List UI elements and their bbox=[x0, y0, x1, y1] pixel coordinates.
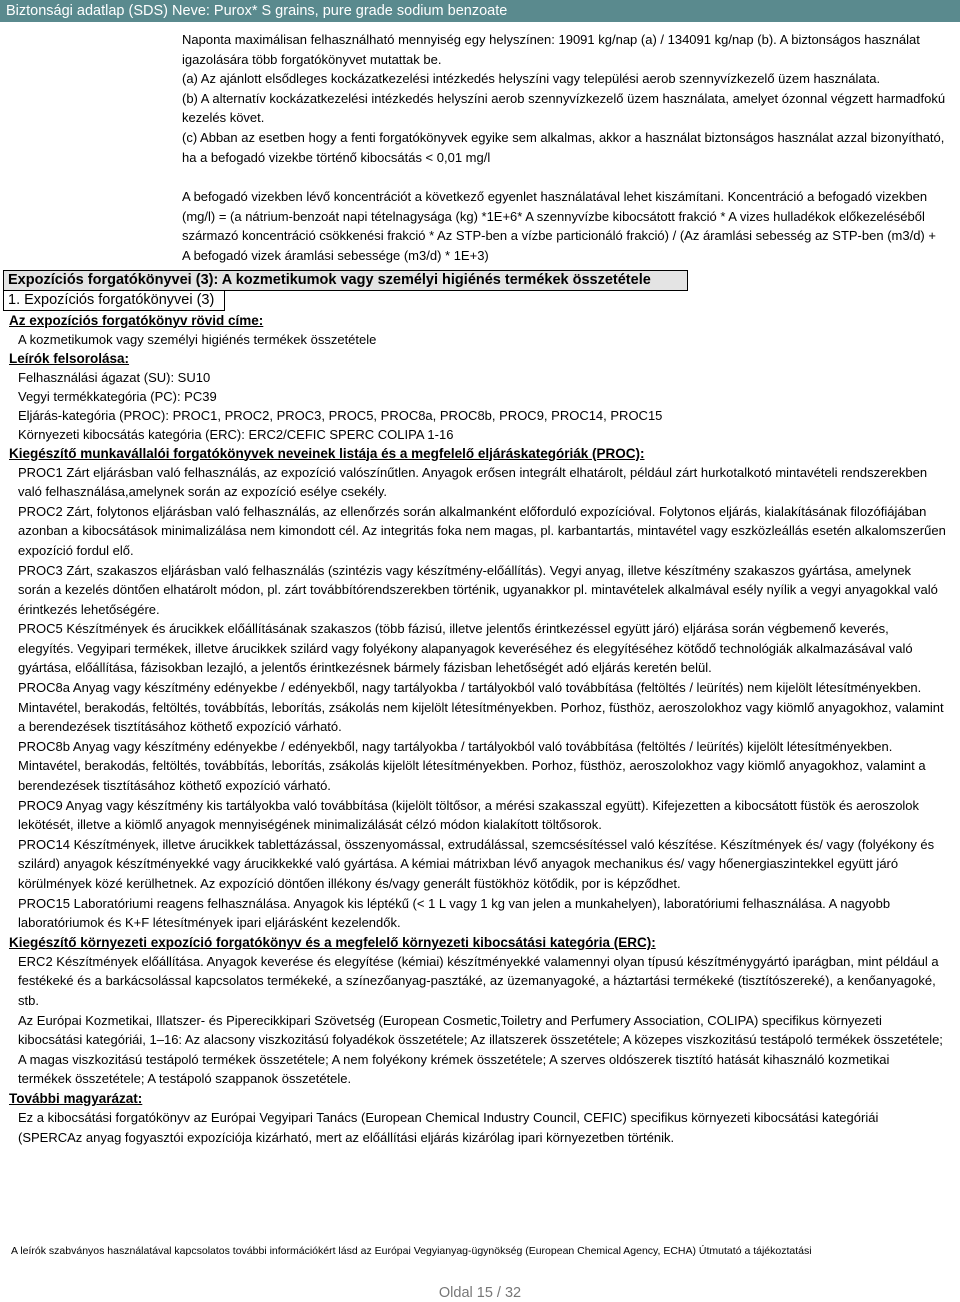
section-subtitle: 1. Expozíciós forgatókönyvei (3) bbox=[3, 291, 225, 311]
intro-block bbox=[182, 30, 946, 266]
proc-item: PROC5 Készítmények és árucikkek előállításának szakaszos (több fázisú, illetve jelentős érintkezéssel együtt járó) eljárása során végbemenő keverés, elegyítés. Vegyipari termékek, illetve árucikkek szilárd vagy folyékony alapanyagok keveréséhez és elegyítéséhez kötődő technológiák alkalmazásával való gyártása, előállítása, fázisokban lezajló, a jelentős érintkezésnek bármely fázisban lehetőségét adó eljárás keretén belül. bbox=[18, 621, 913, 676]
worker-scenarios-label: Kiegészítő munkavállalói forgatókönyvek neveinek listája és a megfelelő eljáráskategóriák (PROC): bbox=[9, 445, 645, 461]
erc-item: Az Európai Kozmetikai, Illatszer- és Piperecikkipari Szövetség (European Cosmetic,Toiletry and Perfumery Association, COLIPA) specifikus környezeti kibocsátási kategóriái, 1–16: Az alacsony viszkozitású folyadékok összetétele; Az illatszerek összetétele; A közepes viszkozitású testápoló termékek összetétele; A magas viszkozitású testápoló termékek összetétele; A nem folyékony krémek összetétele; A szerves oldószerek tisztító hatását kihasználó kozmetikai termékek összetétele; A testápoló szappanok összetétele. bbox=[18, 1012, 943, 1087]
descriptor-item: Vegyi termékkategória (PC): PC39 bbox=[18, 388, 217, 404]
proc-item: PROC8a Anyag vagy készítmény edényekbe / edényekből, nagy tartályokba / tartályokból való továbbítása (feltöltés / leürítés) nem kijelölt létesítményekben. Mintavétel, berakodás, feltöltés, továbbítás, leborítás, zsákolás nem kijelölt létesítményekben. Porhoz, füsthöz, aeroszolokhoz vagy kiömlő anyagokhoz, valamint a berendezések tisztításához köthető expozíció várható. bbox=[18, 680, 944, 735]
footnote: A leírók szabványos használatával kapcsolatos további információkért lásd az Európai Vegyianyag-ügynökség (European Chemical Agency, ECHA) Útmutató a tájékoztatási bbox=[11, 1245, 812, 1257]
further-explanation-label: További magyarázat: bbox=[9, 1090, 143, 1106]
intro-paragraph: (a) Az ajánlott elsődleges kockázatkezelési intézkedés helyszíni vagy települési aerob szennyvízkezelő üzem használata. bbox=[182, 71, 881, 87]
concentration-paragraph: A befogadó vizekben lévő koncentrációt a következő egyenlet használatával lehet kiszámítani. Koncentráció a befogadó vizekben (mg/l) = (a nátrium-benzoát napi tételnagysága (kg) *1E+6* A szennyvízbe kibocsátott frakció * A vizes hulladékok előkezeléséből származó koncentráció csökkenési frakció * Az STP-ben a vízbe particionáló frakció) / (Az áramlási sebesség az STP-ben (m3/d) + A befogadó vizek áramlási sebessége (m3/d) * 1E+3) bbox=[182, 189, 936, 263]
intro-paragraph: Naponta maximálisan felhasználható mennyiség egy helyszínen: 19091 kg/nap (a) / 134091 kg/nap (b). A biztonságos használat igazolására több forgatókönyvet mutattak be. bbox=[182, 32, 920, 67]
erc-item: ERC2 Készítmények előállítása. Anyagok keverése és elegyítése (kémiai) készítményekké valamennyi olyan típusú készítménygyártó iparágban, mint például a festékeké és a barkácsolással kapcsolatos termékeké, a színezőanyag-pasztáké, az üzemanyagoké, a háztartási termékeké (tisztítószereké), a kenőanyagoké, stb. bbox=[18, 953, 939, 1008]
proc-item: PROC3 Zárt, szakaszos eljárásban való felhasználás (szintézis vagy készítmény-előállítás). Vegyi anyag, illetve készítmény szakaszos gyártása, amelynek során a kezelés döntően elhatárolt módon, pl. zárt továbbítórendszerekben történik, ugyanakkor pl. mintavételek alkalmával esély nyílik a vegyi anyagokkal való érintkezés lehetőségére. bbox=[18, 562, 938, 617]
short-title-label: Az expozíciós forgatókönyv rövid címe: bbox=[9, 312, 264, 328]
env-scenarios-label: Kiegészítő környezeti expozíció forgatókönyv és a megfelelő környezeti kibocsátási kategória (ERC): bbox=[9, 934, 656, 950]
further-explanation-text bbox=[18, 1108, 946, 1147]
further-paragraph: Ez a kibocsátási forgatókönyv az Európai Vegyipari Tanács (European Chemical Industry Council, CEFIC) specifikus környezeti kibocsátási kategóriái (SPERCAz anyag fogyasztói expozíciója kizárható, mert az előállítási eljárás kizárólag ipari környezetben történik. bbox=[18, 1109, 879, 1145]
worker-scenarios-list bbox=[18, 463, 946, 933]
intro-paragraph: (b) A alternatív kockázatkezelési intézkedés helyszíni aerob szennyvízkezelő üzem használata, amelyet ózonnal végzett harmadfokú kezelés követ. bbox=[182, 90, 946, 126]
descriptor-item: Környezeti kibocsátás kategória (ERC): ERC2/CEFIC SPERC COLIPA 1-16 bbox=[18, 426, 454, 442]
section-title: Expozíciós forgatókönyvei (3): A kozmetikumok vagy személyi higiénés termékek összetétele bbox=[3, 270, 688, 291]
intro-paragraph: (c) Abban az esetben hogy a fenti forgatókönyvek egyike sem alkalmas, akkor a használat biztonságos használat azzal bizonyítható, ha a befogadó vizekbe történő kibocsátás < 0,01 mg/l bbox=[182, 129, 945, 165]
descriptor-item: Eljárás-kategória (PROC): PROC1, PROC2, PROC3, PROC5, PROC8a, PROC8b, PROC9, PROC14, PROC15 bbox=[18, 407, 663, 423]
proc-item: PROC8b Anyag vagy készítmény edényekbe / edényekből, nagy tartályokba / tartályokból való továbbítása (feltöltés / leürítés) kijelölt létesítményekben. Mintavétel, berakodás, feltöltés, továbbítás, leborítás, zsákolás kijelölt létesítményekben. Porhoz, füsthöz, aeroszolokhoz vagy kiömlő anyagokhoz, valamint a berendezések tisztításához köthető expozíció várható. bbox=[18, 738, 926, 794]
short-title-value: A kozmetikumok vagy személyi higiénés termékek összetétele bbox=[18, 331, 377, 347]
page-content bbox=[0, 30, 960, 1147]
proc-item: PROC2 Zárt, folytonos eljárásban való felhasználás, az ellenőrzés során alkalmanként előforduló expozícióval. Folytonos eljárás, kialakításának filozófiájában azonban a kibocsátások minimalizálása nem kimondott cél. Az integritás foka nem magas, pl. karbantartás, mintavétel vagy eszközleállás esetén alkalomszerűen expozíció fordul elő. bbox=[18, 503, 946, 558]
descriptor-item: Felhasználási ágazat (SU): SU10 bbox=[18, 369, 211, 385]
proc-item: PROC1 Zárt eljárásban való felhasználás, az expozíció valószínűtlen. Anyagok erősen integrált elhatárolt, például zárt hurkotalkotó mintavételi rendszerekben való felhasználása,amelynek során az expozíció esélye csekély. bbox=[18, 464, 928, 500]
proc-item: PROC15 Laboratóriumi reagens felhasználása. Anyagok kis léptékű (< 1 L vagy 1 kg van jelen a munkahelyen), laboratóriumi felhasználása. A nagyobb laboratóriumok és K+F létesítmények ipari eljárásként kezelendők. bbox=[18, 895, 891, 931]
proc-item: PROC9 Anyag vagy készítmény kis tartályokba való továbbítása (kijelölt töltősor, a mérési szakasszal együtt). Kifejezetten a kibocsátott füstök és aeroszolok lekötését, illetve a kiömlő anyagok mennyiségének minimalizálását célzó módon kialakított töltősorok. bbox=[18, 797, 920, 833]
document-header: Biztonsági adatlap (SDS) Neve: Purox* S grains, pure grade sodium benzoate bbox=[0, 0, 960, 22]
proc-item: PROC14 Készítmények, illetve árucikkek tablettázással, összenyomással, extrudálással, szemcsésítéssel való készítése. Készítmények és/ vagy (folyékony és szilárd) anyagok készítményekké vagy árucikkekké való gyártása. A kémiai mátrixban lévő anyagok mechanikus és/ vagy hőenergiaszintekkel együtt járó körülmények közé kerülhetnek. Az expozíció döntően illékony és/vagy generált füstökhöz kötődik, por is képződhet. bbox=[18, 836, 935, 891]
page-number: Oldal 15 / 32 bbox=[438, 1285, 522, 1301]
env-scenarios-list bbox=[18, 952, 946, 1089]
descriptors-label: Leírók felsorolása: bbox=[9, 350, 130, 366]
